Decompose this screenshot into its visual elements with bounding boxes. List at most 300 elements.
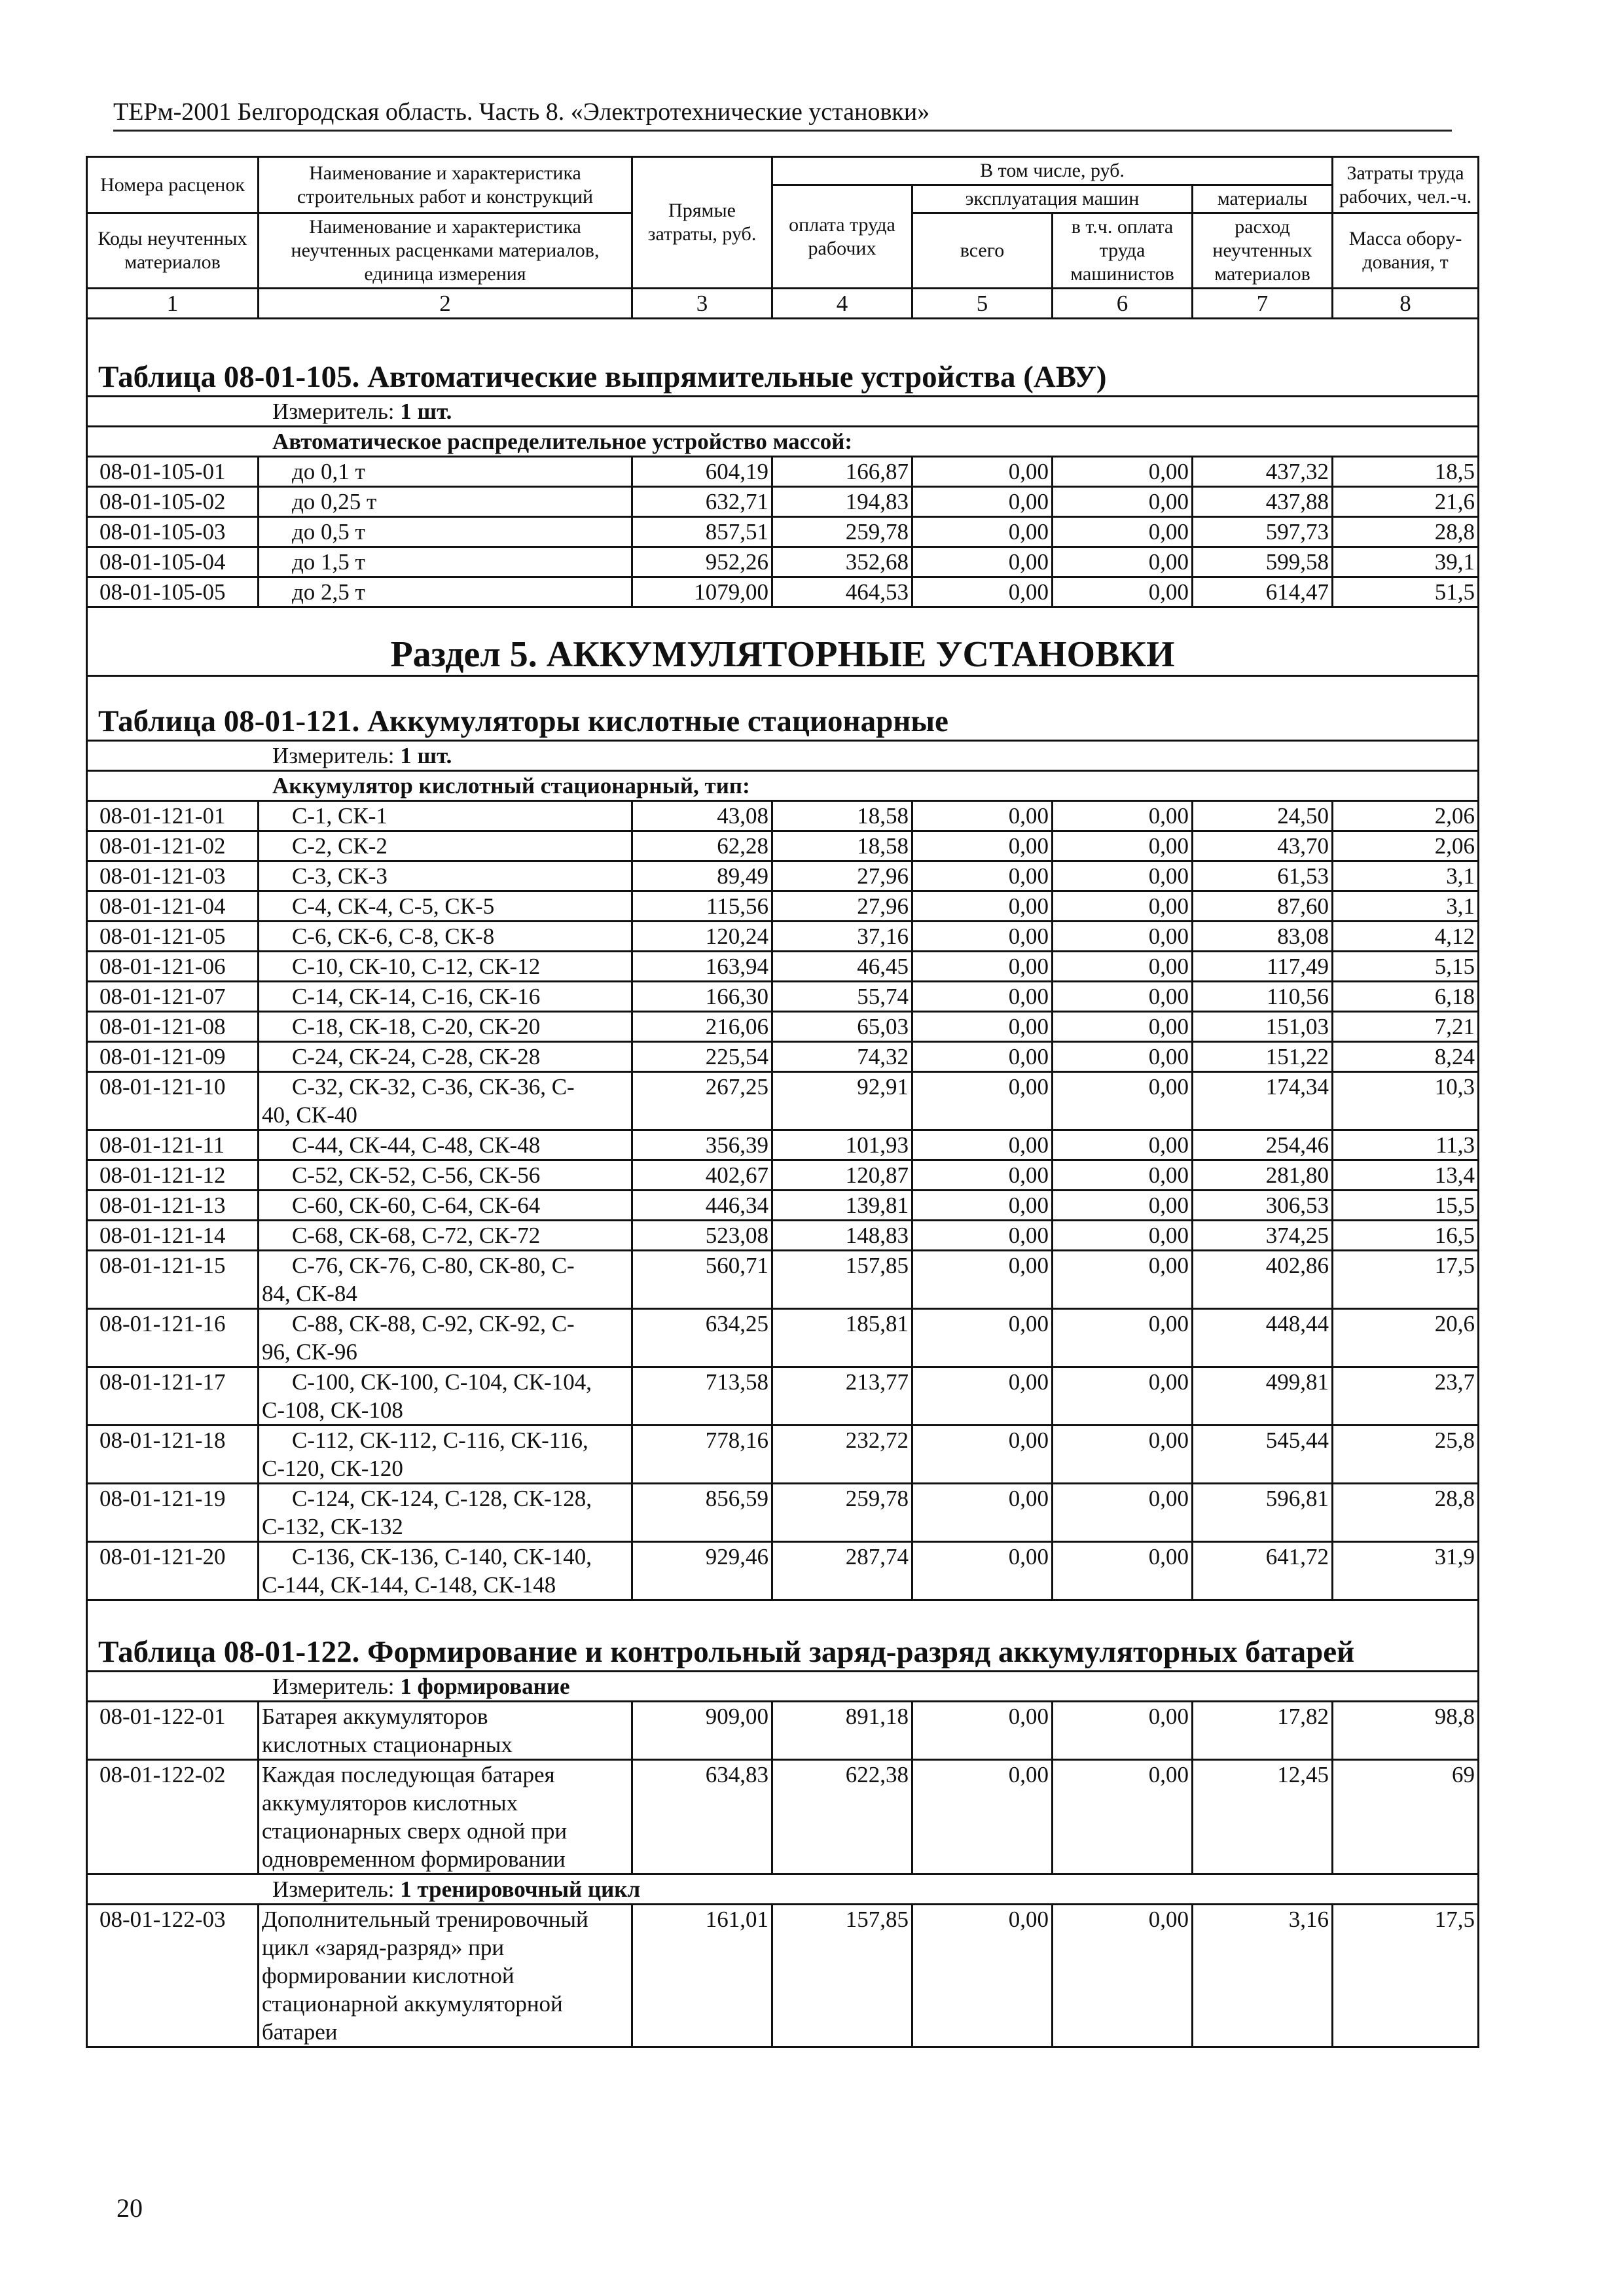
value-c8: 17,5	[1333, 1905, 1479, 2047]
group-heading: Автоматическое распределительное устройство массой:	[87, 427, 1479, 457]
measure-label: Измеритель:	[272, 1674, 395, 1699]
rate-name: С-1, СК-1	[259, 801, 632, 831]
rate-code: 08-01-121-05	[87, 922, 259, 952]
value-c4: 18,58	[772, 831, 912, 861]
value-c4: 891,18	[772, 1702, 912, 1760]
value-c8: 21,6	[1333, 487, 1479, 517]
value-c8: 10,3	[1333, 1072, 1479, 1130]
rate-name-line: стационарной аккумуляторной	[262, 1991, 563, 2017]
rate-name-line: С-124, СК-124, С-128, СК-128,	[292, 1486, 592, 1511]
rate-name-line: формировании кислотной	[262, 1963, 514, 1988]
value-c5: 0,00	[912, 922, 1053, 952]
column-number: 3	[632, 289, 772, 319]
value-c7: 254,46	[1193, 1130, 1333, 1160]
value-c5: 0,00	[912, 1160, 1053, 1191]
rate-name-line: аккумуляторов кислотных	[262, 1790, 518, 1816]
rate-name	[259, 1905, 632, 2047]
table-row	[87, 1702, 1479, 1760]
value-c8: 31,9	[1333, 1542, 1479, 1600]
value-c5: 0,00	[912, 1042, 1053, 1072]
value-c7: 151,03	[1193, 1012, 1333, 1042]
value-c7: 641,72	[1193, 1542, 1333, 1600]
value-c3: 166,30	[632, 982, 772, 1012]
value-c3: 713,58	[632, 1367, 772, 1426]
table-row	[87, 1160, 1479, 1191]
rate-code: 08-01-121-20	[87, 1542, 259, 1600]
value-c3: 632,71	[632, 487, 772, 517]
value-c8: 6,18	[1333, 982, 1479, 1012]
value-c3: 634,83	[632, 1760, 772, 1874]
value-c7: 17,82	[1193, 1702, 1333, 1760]
value-c6: 0,00	[1053, 952, 1193, 982]
rate-name	[259, 1542, 632, 1600]
table-row	[87, 1221, 1479, 1251]
rate-name-line: С-108, СК-108	[262, 1397, 403, 1423]
rate-name: С-3, СК-3	[259, 861, 632, 891]
column-number: 2	[259, 289, 632, 319]
table-row	[87, 457, 1479, 487]
value-c3: 1079,00	[632, 577, 772, 607]
rate-name	[259, 1702, 632, 1760]
rate-code: 08-01-121-19	[87, 1484, 259, 1542]
table-row	[87, 1905, 1479, 2047]
rate-name-line: С-144, СК-144, С-148, СК-148	[262, 1572, 556, 1598]
value-c5: 0,00	[912, 487, 1053, 517]
table-105-title-row	[87, 319, 1479, 397]
value-c8: 8,24	[1333, 1042, 1479, 1072]
rate-name-line: С-120, СК-120	[262, 1456, 403, 1481]
column-number: 7	[1193, 289, 1333, 319]
value-c6: 0,00	[1053, 1160, 1193, 1191]
rate-name: С-68, СК-68, С-72, СК-72	[259, 1221, 632, 1251]
value-c7: 281,80	[1193, 1160, 1333, 1191]
value-c5: 0,00	[912, 1542, 1053, 1600]
value-c4: 622,38	[772, 1760, 912, 1874]
value-c6: 0,00	[1053, 1542, 1193, 1600]
rate-code: 08-01-105-05	[87, 577, 259, 607]
table-row	[87, 801, 1479, 831]
value-c4: 46,45	[772, 952, 912, 982]
table-row	[87, 1191, 1479, 1221]
value-c4: 120,87	[772, 1160, 912, 1191]
value-c4: 55,74	[772, 982, 912, 1012]
value-c7: 110,56	[1193, 982, 1333, 1012]
value-c8: 13,4	[1333, 1160, 1479, 1191]
rate-code: 08-01-121-08	[87, 1012, 259, 1042]
rate-name	[259, 1072, 632, 1130]
value-c7: 306,53	[1193, 1191, 1333, 1221]
value-c6: 0,00	[1053, 801, 1193, 831]
value-c6: 0,00	[1053, 891, 1193, 922]
value-c5: 0,00	[912, 1191, 1053, 1221]
rate-name: до 2,5 т	[259, 577, 632, 607]
value-c5: 0,00	[912, 1251, 1053, 1309]
value-c5: 0,00	[912, 1072, 1053, 1130]
table-121-measure-row	[87, 741, 1479, 771]
table-row	[87, 1426, 1479, 1484]
value-c4: 166,87	[772, 457, 912, 487]
value-c5: 0,00	[912, 831, 1053, 861]
value-c3: 216,06	[632, 1012, 772, 1042]
value-c4: 101,93	[772, 1130, 912, 1160]
table-row	[87, 517, 1479, 547]
incl-header: В том числе, руб.	[772, 157, 1333, 185]
rate-code: 08-01-121-01	[87, 801, 259, 831]
rate-name	[259, 1251, 632, 1309]
col8-top-header: Затраты труда рабочих, чел.-ч.	[1333, 157, 1479, 213]
table-row	[87, 547, 1479, 577]
table-row	[87, 1012, 1479, 1042]
value-c3: 856,59	[632, 1484, 772, 1542]
value-c4: 287,74	[772, 1542, 912, 1600]
measure-value: 1 тренировочный цикл	[400, 1876, 641, 1902]
rate-code: 08-01-121-12	[87, 1160, 259, 1191]
value-c7: 3,16	[1193, 1905, 1333, 2047]
value-c7: 24,50	[1193, 801, 1333, 831]
table-105-group-row	[87, 427, 1479, 457]
rate-name-line: С-32, СК-32, С-36, СК-36, С-	[292, 1074, 575, 1100]
rate-name: до 0,1 т	[259, 457, 632, 487]
value-c5: 0,00	[912, 1426, 1053, 1484]
value-c3: 161,01	[632, 1905, 772, 2047]
value-c3: 634,25	[632, 1309, 772, 1367]
value-c5: 0,00	[912, 517, 1053, 547]
value-c5: 0,00	[912, 891, 1053, 922]
value-c5: 0,00	[912, 577, 1053, 607]
rate-name: С-4, СК-4, С-5, СК-5	[259, 891, 632, 922]
value-c4: 27,96	[772, 861, 912, 891]
value-c6: 0,00	[1053, 1367, 1193, 1426]
value-c5: 0,00	[912, 1484, 1053, 1542]
measure-label: Измеритель:	[272, 1876, 395, 1902]
col3-header: Прямые затраты, руб.	[632, 157, 772, 289]
value-c8: 4,12	[1333, 922, 1479, 952]
value-c4: 464,53	[772, 577, 912, 607]
rate-code: 08-01-122-01	[87, 1702, 259, 1760]
value-c7: 402,86	[1193, 1251, 1333, 1309]
value-c6: 0,00	[1053, 487, 1193, 517]
column-number: 1	[87, 289, 259, 319]
value-c7: 437,88	[1193, 487, 1333, 517]
value-c7: 87,60	[1193, 891, 1333, 922]
value-c3: 267,25	[632, 1072, 772, 1130]
value-c4: 157,85	[772, 1905, 912, 2047]
table-row	[87, 861, 1479, 891]
value-c6: 0,00	[1053, 831, 1193, 861]
value-c8: 5,15	[1333, 952, 1479, 982]
table-122-title: Таблица 08-01-122. Формирование и контрольный заряд-разряд аккумуляторных батарей	[98, 1635, 1355, 1669]
materials-header: материалы	[1193, 185, 1333, 213]
value-c8: 17,5	[1333, 1251, 1479, 1309]
rate-name: до 0,25 т	[259, 487, 632, 517]
rate-code: 08-01-105-04	[87, 547, 259, 577]
value-c8: 16,5	[1333, 1221, 1479, 1251]
value-c8: 3,1	[1333, 891, 1479, 922]
value-c6: 0,00	[1053, 1042, 1193, 1072]
rate-code: 08-01-105-03	[87, 517, 259, 547]
value-c7: 597,73	[1193, 517, 1333, 547]
value-c8: 28,8	[1333, 517, 1479, 547]
table-row	[87, 577, 1479, 607]
rate-name	[259, 1309, 632, 1367]
value-c7: 374,25	[1193, 1221, 1333, 1251]
value-c4: 65,03	[772, 1012, 912, 1042]
value-c8: 98,8	[1333, 1702, 1479, 1760]
value-c4: 27,96	[772, 891, 912, 922]
rates-table	[86, 156, 1479, 2048]
value-c6: 0,00	[1053, 577, 1193, 607]
rate-name-line: С-132, СК-132	[262, 1514, 403, 1539]
value-c6: 0,00	[1053, 1130, 1193, 1160]
value-c8: 11,3	[1333, 1130, 1479, 1160]
rate-name	[259, 1760, 632, 1874]
rate-name: С-10, СК-10, С-12, СК-12	[259, 952, 632, 982]
rate-name: С-60, СК-60, С-64, СК-64	[259, 1191, 632, 1221]
page-header: ТЕРм-2001 Белгородская область. Часть 8. «Электротехнические установки»	[113, 97, 1452, 132]
value-c4: 74,32	[772, 1042, 912, 1072]
col4-header: оплата труда рабочих	[772, 185, 912, 289]
value-c6: 0,00	[1053, 1191, 1193, 1221]
value-c7: 43,70	[1193, 831, 1333, 861]
value-c5: 0,00	[912, 1702, 1053, 1760]
rate-code: 08-01-121-18	[87, 1426, 259, 1484]
rate-name: С-24, СК-24, С-28, СК-28	[259, 1042, 632, 1072]
section-title: Раздел 5. АККУМУЛЯТОРНЫЕ УСТАНОВКИ	[390, 634, 1175, 675]
rate-code: 08-01-105-02	[87, 487, 259, 517]
value-c6: 0,00	[1053, 1702, 1193, 1760]
value-c5: 0,00	[912, 801, 1053, 831]
rate-name-line: Каждая последующая батарея	[262, 1762, 555, 1787]
value-c7: 545,44	[1193, 1426, 1333, 1484]
value-c3: 778,16	[632, 1426, 772, 1484]
value-c4: 185,81	[772, 1309, 912, 1367]
rate-name: С-52, СК-52, С-56, СК-56	[259, 1160, 632, 1191]
rate-name-line: С-76, СК-76, С-80, СК-80, С-	[292, 1253, 575, 1278]
rate-code: 08-01-121-16	[87, 1309, 259, 1367]
table-122-title-row	[87, 1600, 1479, 1672]
value-c7: 174,34	[1193, 1072, 1333, 1130]
rate-name: С-14, СК-14, С-16, СК-16	[259, 982, 632, 1012]
value-c6: 0,00	[1053, 982, 1193, 1012]
header-row-1	[87, 157, 1479, 185]
rate-name-line: кислотных стационарных	[262, 1732, 513, 1757]
rate-name-line: 40, СК-40	[262, 1102, 357, 1128]
value-c6: 0,00	[1053, 547, 1193, 577]
value-c3: 857,51	[632, 517, 772, 547]
table-122-measure-row-1	[87, 1672, 1479, 1702]
value-c4: 139,81	[772, 1191, 912, 1221]
col5-header: всего	[912, 213, 1053, 289]
rate-name: С-44, СК-44, С-48, СК-48	[259, 1130, 632, 1160]
value-c7: 83,08	[1193, 922, 1333, 952]
col6-header: в т.ч. оплата труда машинистов	[1053, 213, 1193, 289]
rate-name-line: 96, СК-96	[262, 1339, 357, 1365]
table-row	[87, 831, 1479, 861]
value-c5: 0,00	[912, 861, 1053, 891]
value-c3: 225,54	[632, 1042, 772, 1072]
value-c8: 28,8	[1333, 1484, 1479, 1542]
rate-name-line: батареи	[262, 2019, 338, 2045]
value-c3: 115,56	[632, 891, 772, 922]
rate-code: 08-01-121-17	[87, 1367, 259, 1426]
table-121-title-row	[87, 676, 1479, 741]
rate-code: 08-01-121-14	[87, 1221, 259, 1251]
value-c4: 352,68	[772, 547, 912, 577]
rate-name-line: Батарея аккумуляторов	[262, 1704, 488, 1729]
value-c4: 259,78	[772, 517, 912, 547]
column-number: 8	[1333, 289, 1479, 319]
value-c7: 437,32	[1193, 457, 1333, 487]
value-c6: 0,00	[1053, 517, 1193, 547]
value-c8: 3,1	[1333, 861, 1479, 891]
value-c4: 37,16	[772, 922, 912, 952]
value-c5: 0,00	[912, 982, 1053, 1012]
measure-label: Измеритель:	[272, 399, 395, 424]
value-c5: 0,00	[912, 1905, 1053, 2047]
table-row	[87, 982, 1479, 1012]
rate-name-line: Дополнительный тренировочный	[262, 1907, 588, 1932]
value-c3: 560,71	[632, 1251, 772, 1309]
value-c8: 2,06	[1333, 831, 1479, 861]
rate-code: 08-01-121-07	[87, 982, 259, 1012]
value-c8: 69	[1333, 1760, 1479, 1874]
value-c5: 0,00	[912, 952, 1053, 982]
rate-code: 08-01-121-04	[87, 891, 259, 922]
group-heading: Аккумулятор кислотный стационарный, тип:	[87, 771, 1479, 801]
value-c4: 157,85	[772, 1251, 912, 1309]
value-c6: 0,00	[1053, 1221, 1193, 1251]
value-c8: 20,6	[1333, 1309, 1479, 1367]
value-c4: 259,78	[772, 1484, 912, 1542]
rate-code: 08-01-121-13	[87, 1191, 259, 1221]
value-c4: 92,91	[772, 1072, 912, 1130]
table-row	[87, 1484, 1479, 1542]
value-c7: 599,58	[1193, 547, 1333, 577]
measure-value: 1 шт.	[400, 743, 452, 768]
value-c5: 0,00	[912, 1012, 1053, 1042]
value-c6: 0,00	[1053, 457, 1193, 487]
rate-name-line: С-100, СК-100, С-104, СК-104,	[292, 1369, 592, 1395]
value-c7: 61,53	[1193, 861, 1333, 891]
value-c8: 23,7	[1333, 1367, 1479, 1426]
table-row	[87, 1367, 1479, 1426]
table-row	[87, 1542, 1479, 1600]
rate-name	[259, 1484, 632, 1542]
value-c3: 163,94	[632, 952, 772, 982]
value-c4: 194,83	[772, 487, 912, 517]
value-c6: 0,00	[1053, 1760, 1193, 1874]
value-c4: 232,72	[772, 1426, 912, 1484]
table-105-title: Таблица 08-01-105. Автоматические выпрямительные устройства (АВУ)	[98, 360, 1107, 394]
value-c8: 51,5	[1333, 577, 1479, 607]
col2-top-header: Наименование и характеристика строительных работ и конструкций	[259, 157, 632, 213]
column-number: 5	[912, 289, 1053, 319]
value-c8: 15,5	[1333, 1191, 1479, 1221]
rate-code: 08-01-121-03	[87, 861, 259, 891]
value-c5: 0,00	[912, 1130, 1053, 1160]
rate-name	[259, 1367, 632, 1426]
value-c3: 446,34	[632, 1191, 772, 1221]
value-c8: 39,1	[1333, 547, 1479, 577]
rate-name	[259, 1426, 632, 1484]
value-c3: 523,08	[632, 1221, 772, 1251]
rate-code: 08-01-122-03	[87, 1905, 259, 2047]
value-c6: 0,00	[1053, 1072, 1193, 1130]
col7-header: расход неучтенных материалов	[1193, 213, 1333, 289]
col8-bottom-header: Масса обору-дования, т	[1333, 213, 1479, 289]
rate-name: С-6, СК-6, С-8, СК-8	[259, 922, 632, 952]
table-row	[87, 952, 1479, 982]
value-c4: 18,58	[772, 801, 912, 831]
rate-name-line: С-88, СК-88, С-92, СК-92, С-	[292, 1311, 575, 1336]
value-c7: 499,81	[1193, 1367, 1333, 1426]
column-numbers-row	[87, 289, 1479, 319]
column-number: 6	[1053, 289, 1193, 319]
rate-code: 08-01-121-06	[87, 952, 259, 982]
page-number: 20	[117, 2193, 143, 2223]
measure-value: 1 шт.	[400, 399, 452, 424]
table-122-measure-row-2	[87, 1874, 1479, 1905]
value-c3: 929,46	[632, 1542, 772, 1600]
section-row	[87, 607, 1479, 676]
value-c6: 0,00	[1053, 1251, 1193, 1309]
rate-name: С-18, СК-18, С-20, СК-20	[259, 1012, 632, 1042]
rate-name-line: С-136, СК-136, С-140, СК-140,	[292, 1544, 592, 1570]
value-c4: 213,77	[772, 1367, 912, 1426]
value-c7: 12,45	[1193, 1760, 1333, 1874]
table-row	[87, 1072, 1479, 1130]
rate-code: 08-01-121-02	[87, 831, 259, 861]
value-c5: 0,00	[912, 1760, 1053, 1874]
rate-name-line: одновременном формировании	[262, 1846, 566, 1872]
value-c6: 0,00	[1053, 1309, 1193, 1367]
value-c8: 18,5	[1333, 457, 1479, 487]
rate-name-line: стационарных сверх одной при	[262, 1818, 568, 1844]
rate-code: 08-01-121-10	[87, 1072, 259, 1130]
value-c7: 151,22	[1193, 1042, 1333, 1072]
col1-bottom-header: Коды неучтенных материалов	[87, 213, 259, 289]
value-c3: 43,08	[632, 801, 772, 831]
value-c7: 596,81	[1193, 1484, 1333, 1542]
table-row	[87, 1309, 1479, 1367]
value-c5: 0,00	[912, 1309, 1053, 1367]
value-c6: 0,00	[1053, 922, 1193, 952]
value-c6: 0,00	[1053, 1484, 1193, 1542]
table-row	[87, 922, 1479, 952]
col1-top-header: Номера расценок	[87, 157, 259, 213]
value-c3: 952,26	[632, 547, 772, 577]
machines-header: эксплуатация машин	[912, 185, 1193, 213]
value-c3: 62,28	[632, 831, 772, 861]
value-c3: 356,39	[632, 1130, 772, 1160]
rate-name: до 1,5 т	[259, 547, 632, 577]
value-c7: 614,47	[1193, 577, 1333, 607]
table-row	[87, 487, 1479, 517]
rate-code: 08-01-105-01	[87, 457, 259, 487]
rate-code: 08-01-121-09	[87, 1042, 259, 1072]
value-c5: 0,00	[912, 1221, 1053, 1251]
rate-name: до 0,5 т	[259, 517, 632, 547]
table-105-measure-row	[87, 397, 1479, 427]
col2-bottom-header: Наименование и характеристика неучтенных расценками материалов, единица измерения	[259, 213, 632, 289]
value-c5: 0,00	[912, 547, 1053, 577]
value-c3: 120,24	[632, 922, 772, 952]
value-c3: 604,19	[632, 457, 772, 487]
value-c3: 402,67	[632, 1160, 772, 1191]
table-row	[87, 891, 1479, 922]
rate-name-line: цикл «заряд-разряд» при	[262, 1935, 505, 1960]
value-c6: 0,00	[1053, 1905, 1193, 2047]
